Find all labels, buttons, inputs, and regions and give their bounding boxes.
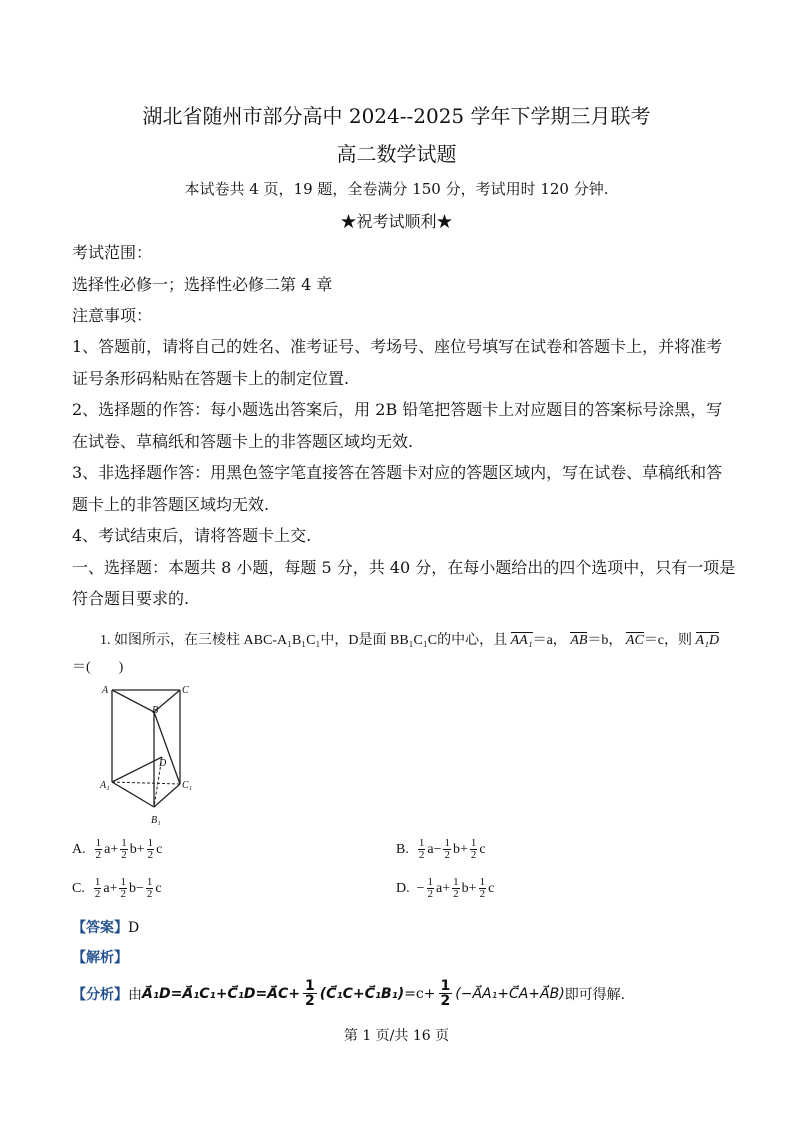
frac-num: 1	[120, 876, 126, 888]
label-b1: B₁	[151, 815, 161, 826]
option-a-sign-2: +	[110, 841, 119, 857]
fenxi-formula-part-3: (−A⃗A₁+C⃗A+A⃗B)	[455, 985, 565, 1002]
option-b-letter: B.	[396, 841, 409, 857]
prism-figure	[96, 680, 196, 830]
option-c[interactable]	[72, 877, 162, 900]
frac-num: 1	[453, 876, 459, 888]
var: c	[156, 841, 163, 857]
frac-num: 1	[427, 876, 434, 888]
frac-den: 2	[440, 993, 451, 1009]
frac-den: 2	[95, 849, 102, 861]
label-b: B	[152, 705, 159, 716]
frac-num: 1	[94, 876, 101, 888]
vector-a1d: A₁D	[695, 633, 720, 648]
good-luck-line: ★祝考试顺利★	[340, 212, 453, 231]
option-b-sign-3: +	[459, 841, 468, 857]
frac-den: 2	[470, 849, 477, 861]
option-c-sign-2: +	[109, 880, 118, 896]
note-3-line-2: 题卡上的非答题区域均无效.	[72, 495, 270, 514]
option-a[interactable]	[72, 838, 162, 861]
var: c	[479, 841, 486, 857]
frac-den: 2	[305, 993, 315, 1009]
fenxi-formula-part-1: A⃗₁D=A⃗₁C₁+C⃗₁D=A⃗C+	[142, 985, 301, 1002]
label-d: D	[159, 758, 167, 769]
option-c-letter: C.	[72, 880, 85, 896]
var: a	[103, 880, 110, 896]
half-fraction	[427, 877, 435, 900]
frac-num: 1	[121, 837, 127, 849]
fenxi-half	[303, 979, 317, 1008]
var: b	[452, 841, 460, 857]
question-1-stem-text: 1. 如图所示，在三棱柱 ABC-A₁B₁C₁中，D是面 BB₁C₁C的中心，且	[100, 633, 508, 648]
fenxi-end: 即可得解.	[564, 986, 626, 1003]
section-1-line-2: 符合题目要求的.	[72, 589, 190, 608]
label-a1: A₁	[100, 780, 110, 791]
option-d-sign-3: +	[468, 880, 477, 896]
half-fraction	[146, 877, 154, 900]
frac-den: 2	[479, 888, 486, 900]
fenxi-line	[72, 979, 625, 1008]
frac-den: 2	[453, 888, 459, 900]
frac-num: 1	[305, 978, 315, 994]
vector-aa1: AA₁	[510, 633, 533, 648]
analysis-tag: 【解析】	[72, 950, 128, 966]
frac-den: 2	[418, 849, 425, 861]
frac-den: 2	[94, 888, 101, 900]
question-1-stem	[100, 629, 719, 649]
var: c	[488, 880, 495, 896]
var: a	[427, 841, 434, 857]
option-d-sign-2: +	[442, 880, 451, 896]
var: a	[104, 841, 111, 857]
var: a	[436, 880, 443, 896]
half-fraction	[418, 838, 426, 861]
option-c-sign-3: −	[135, 880, 144, 896]
option-d-sign-1: −	[416, 880, 425, 896]
note-1-line-1: 1、答题前，请将自己的姓名、准考证号、考场号、座位号填写在试卷和答题卡上，并将准考	[72, 337, 723, 356]
answer-line	[72, 917, 139, 937]
var: c	[155, 880, 162, 896]
eq-a: ＝a，	[532, 633, 567, 648]
note-2-line-1: 2、选择题的作答：每小题选出答案后，用 2B 铅笔把答题卡上对应题目的答案标号涂黑，写	[72, 400, 723, 419]
vector-ab: AB	[570, 633, 588, 648]
frac-num: 1	[418, 837, 425, 849]
frac-den: 2	[427, 888, 434, 900]
exam-info: 本试卷共 4 页，19 题，全卷满分 150 分，考试用时 120 分钟.	[184, 180, 609, 198]
half-fraction	[95, 838, 103, 861]
half-fraction	[452, 877, 460, 900]
half-fraction	[443, 838, 451, 861]
option-a-sign-3: +	[136, 841, 145, 857]
option-b-sign-2: −	[433, 841, 442, 857]
frac-num: 1	[440, 978, 451, 994]
label-c1: C₁	[182, 780, 193, 791]
question-1-blank: ＝( )	[72, 660, 124, 675]
fenxi-prefix: 由	[128, 986, 142, 1003]
exam-title: 湖北省随州市部分高中 2024--2025 学年下学期三月联考	[142, 104, 651, 128]
notes-label: 注意事项：	[72, 306, 153, 325]
half-fraction	[479, 877, 487, 900]
fenxi-formula-part-2: (C⃗₁C+C⃗₁B₁)	[319, 985, 405, 1002]
page-footer: 第 1 页/共 16 页	[343, 1028, 450, 1044]
frac-den: 2	[146, 888, 153, 900]
scope-label: 考试范围：	[72, 243, 153, 262]
var: b	[128, 880, 136, 896]
answer-value: D	[128, 920, 140, 936]
frac-den: 2	[121, 849, 127, 861]
eq-b: ＝b，	[587, 633, 623, 648]
vector-ac: AC	[625, 633, 644, 648]
note-2-line-2: 在试卷、草稿纸和答题卡上的非答题区域均无效.	[72, 432, 414, 451]
fenxi-half-2	[439, 979, 453, 1008]
frac-num: 1	[147, 837, 154, 849]
option-d-letter: D.	[396, 880, 410, 896]
frac-den: 2	[444, 849, 450, 861]
option-a-letter: A.	[72, 841, 86, 857]
label-c: C	[182, 685, 189, 696]
half-fraction	[94, 877, 102, 900]
frac-num: 1	[479, 876, 486, 888]
exam-subtitle: 高二数学试题	[336, 142, 457, 166]
scope-content: 选择性必修一；选择性必修二第 4 章	[72, 275, 333, 294]
answer-tag: 【答案】	[72, 920, 128, 936]
half-fraction	[147, 838, 155, 861]
frac-den: 2	[147, 849, 154, 861]
var: b	[461, 880, 469, 896]
section-1-line-1: 一、选择题：本题共 8 小题，每题 5 分，共 40 分，在每小题给出的四个选项中，只有一项是	[72, 558, 736, 577]
note-3-line-1: 3、非选择题作答：用黑色签字笔直接答在答题卡对应的答题区域内，写在试卷、草稿纸和答	[72, 463, 723, 482]
half-fraction	[120, 838, 128, 861]
var: b	[129, 841, 137, 857]
half-fraction	[119, 877, 127, 900]
fenxi-mid: =c+	[404, 985, 436, 1002]
frac-num: 1	[444, 837, 450, 849]
option-d[interactable]	[396, 877, 494, 900]
fenxi-tag: 【分析】	[72, 986, 128, 1003]
frac-num: 1	[470, 837, 477, 849]
option-b[interactable]	[396, 838, 486, 861]
analysis-line	[72, 947, 128, 967]
label-a: A	[102, 685, 109, 696]
half-fraction	[470, 838, 478, 861]
note-1-line-2: 证号条形码粘贴在答题卡上的制定位置.	[72, 369, 350, 388]
frac-den: 2	[120, 888, 126, 900]
note-4: 4、考试结束后，请将答题卡上交.	[72, 526, 312, 545]
frac-num: 1	[146, 876, 153, 888]
frac-num: 1	[95, 837, 102, 849]
eq-c: ＝c，则	[643, 633, 693, 648]
